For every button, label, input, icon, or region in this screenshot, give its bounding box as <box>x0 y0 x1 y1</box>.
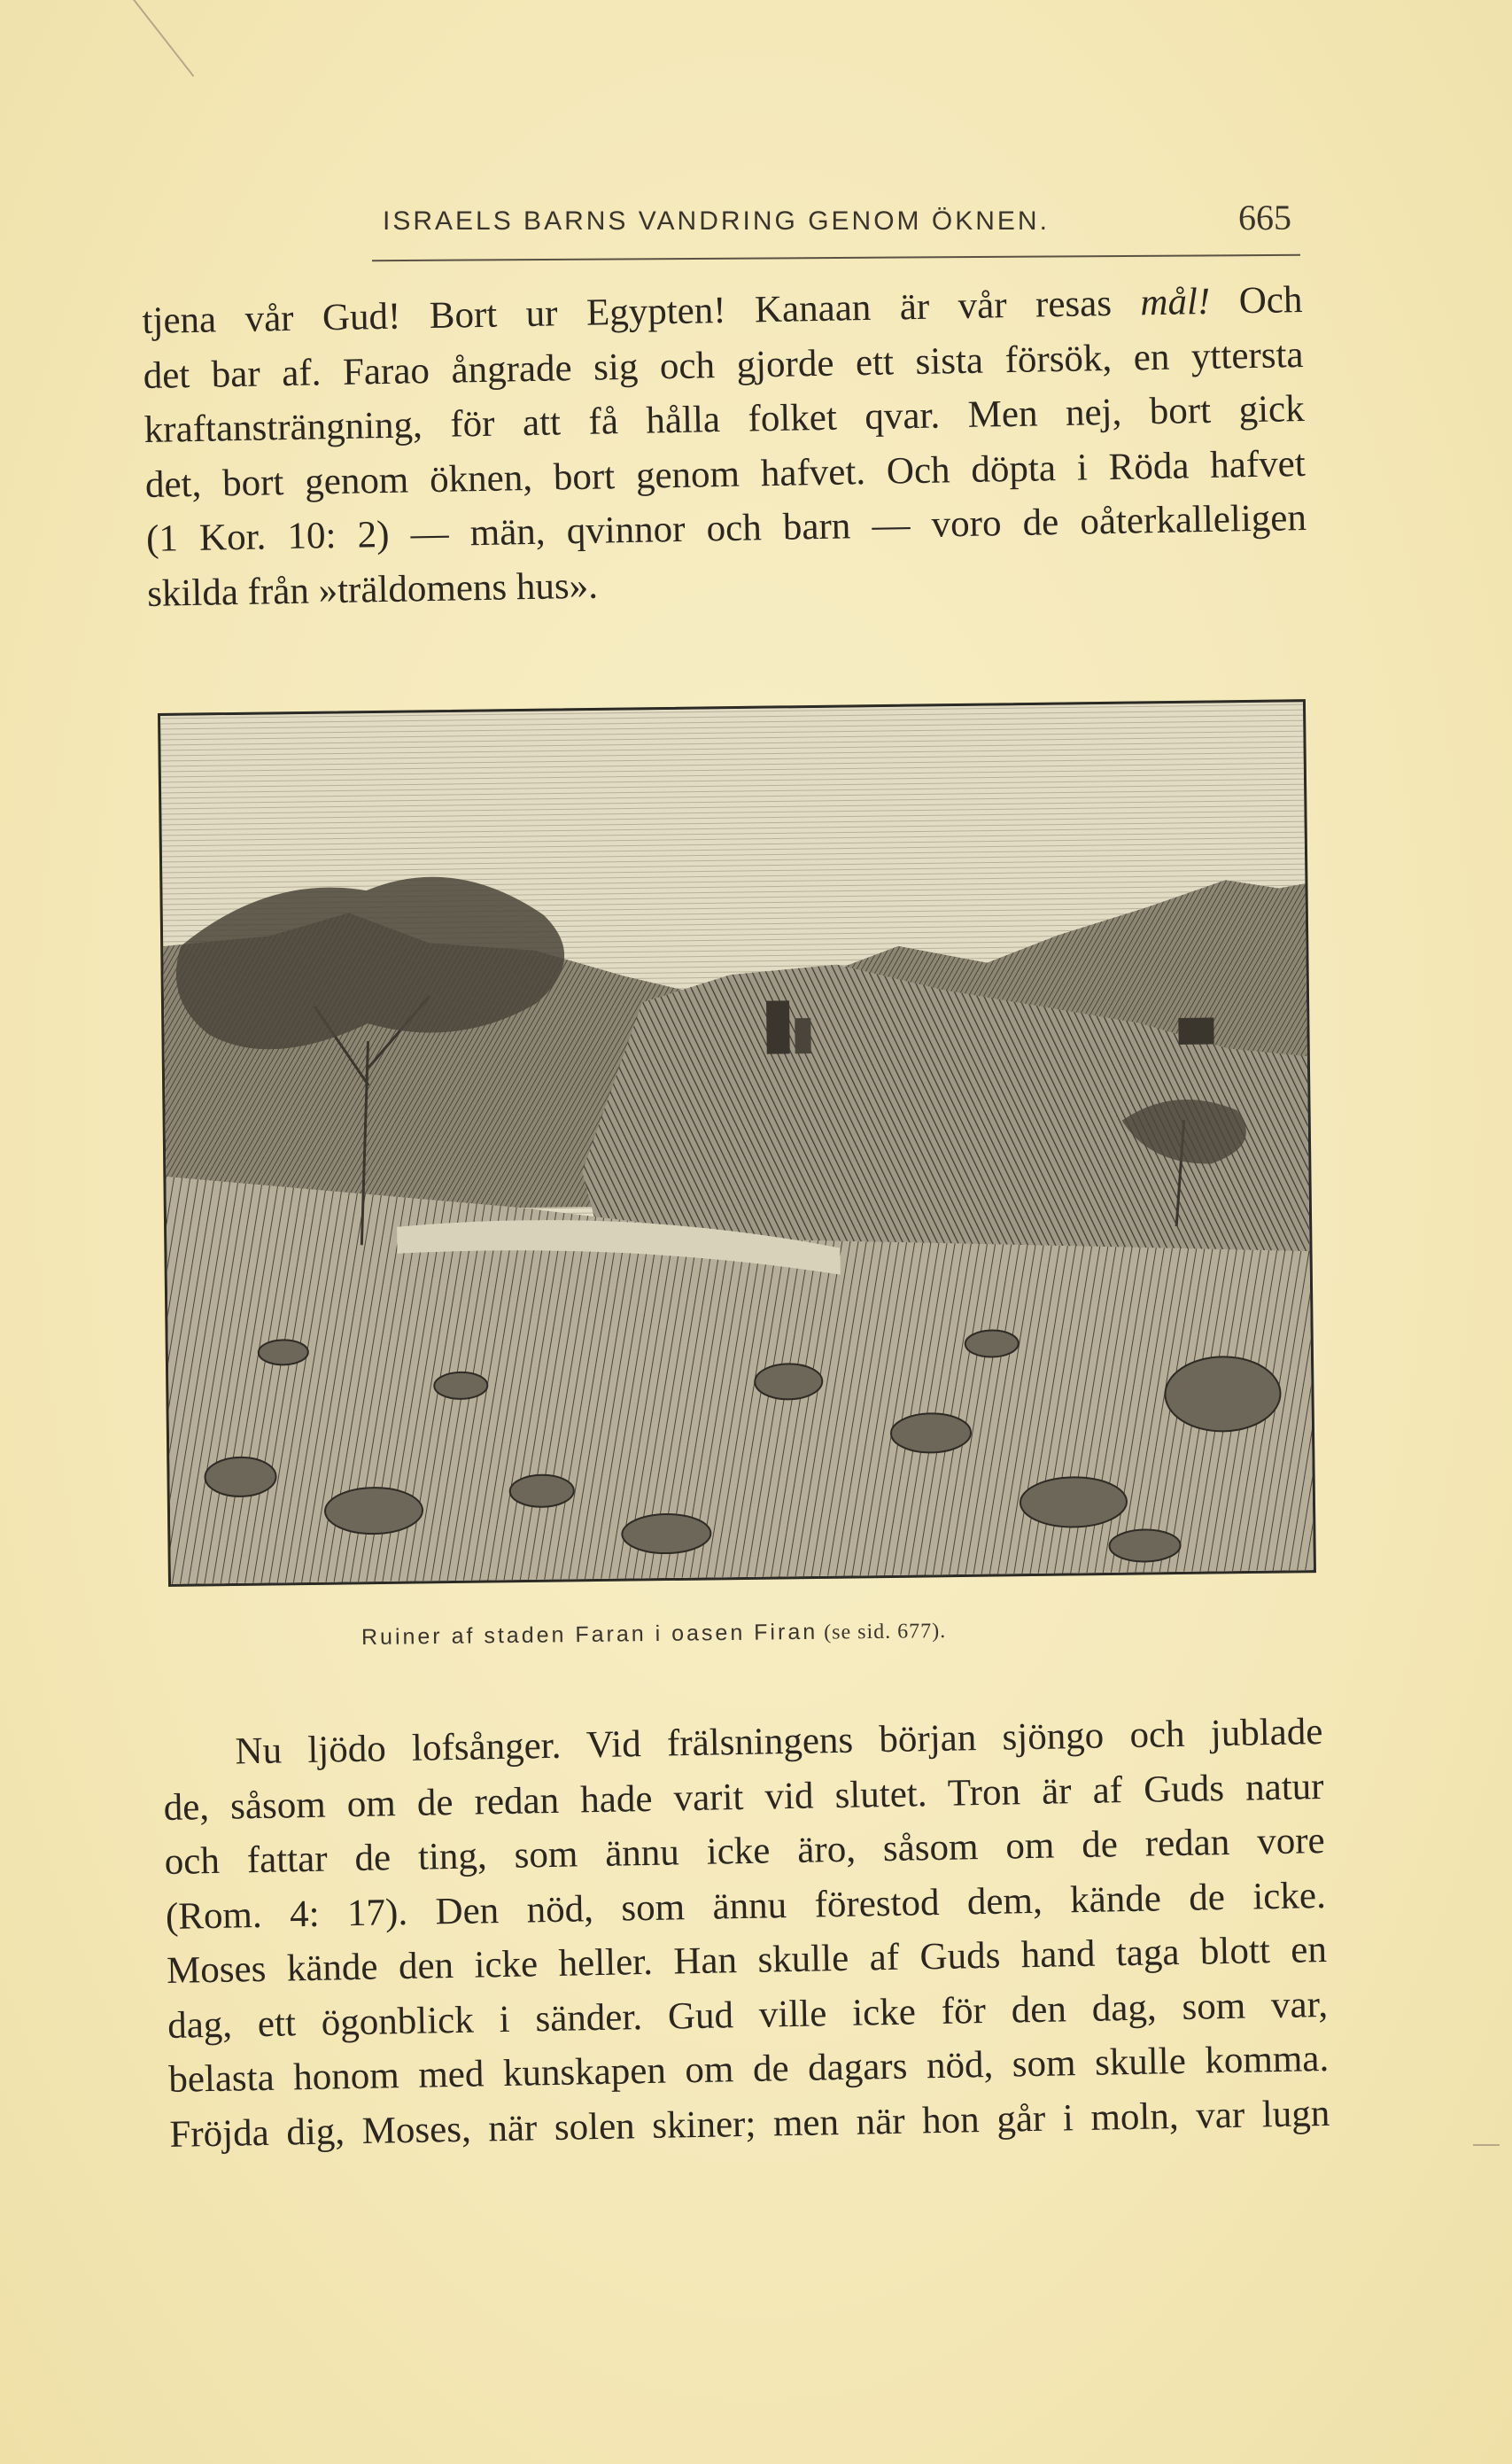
text-line: (1 Kor. 10: 2) — män, qvinnor och barn — voro de oåterkalleligen <box>145 496 1307 560</box>
edge-mark <box>1473 2144 1500 2146</box>
text-run: tjena vår Gud! Bort ur Egypten! Kanaan är vår resas <box>142 282 1141 342</box>
running-title: ISRAELS BARNS VANDRING GENOM ÖKNEN. <box>383 206 1050 236</box>
text-run: Och <box>1209 278 1303 323</box>
text-line: det, bort genom öknen, bort genom hafvet. Och döpta i Röda hafvet <box>144 442 1307 506</box>
text-line: Fröjda dig, Moses, när solen skiner; men när hon går i moln, var lugn <box>169 2092 1330 2156</box>
text-line: de, såsom om de redan hade varit vid slutet. Tron är af Guds natur <box>163 1765 1324 1829</box>
caption-text: Ruiner af staden Faran i oasen Firan <box>361 1619 818 1651</box>
text-line: Nu ljödo lofsånger. Vid frälsningens början sjöngo och jublade <box>235 1710 1323 1773</box>
engraving-illustration <box>158 699 1316 1587</box>
text-line: och fattar de ting, som ännu icke äro, såsom om de redan vore <box>164 1819 1326 1883</box>
emphasis-word: mål! <box>1140 280 1211 324</box>
paragraph-bottom <box>162 1705 1330 2162</box>
ruins-landscape-image <box>160 702 1314 1584</box>
text-line: dag, ett ögonblick i sänder. Gud ville icke för den dag, som var, <box>167 1983 1329 2047</box>
text-line: belasta honom med kunskapen om de dagars nöd, som skulle komma. <box>167 2037 1330 2101</box>
caption-reference: (se sid. 677). <box>818 1619 947 1644</box>
text-line: Moses kände den icke heller. Han skulle af Guds hand taga blott en <box>166 1928 1328 1992</box>
text-line: det bar af. Farao ångrade sig och gjorde ett sista försök, en yttersta <box>143 333 1304 397</box>
page-number: 665 <box>1238 198 1291 237</box>
text-line: kraftansträngning, för att få hålla folket qvar. Men nej, bort gick <box>143 387 1306 451</box>
text-line: (Rom. 4: 17). Den nöd, som ännu förestod dem, kände de icke. <box>165 1874 1327 1938</box>
paragraph-top <box>142 273 1308 621</box>
text-line: skilda från »träldomens hus». <box>146 564 599 615</box>
